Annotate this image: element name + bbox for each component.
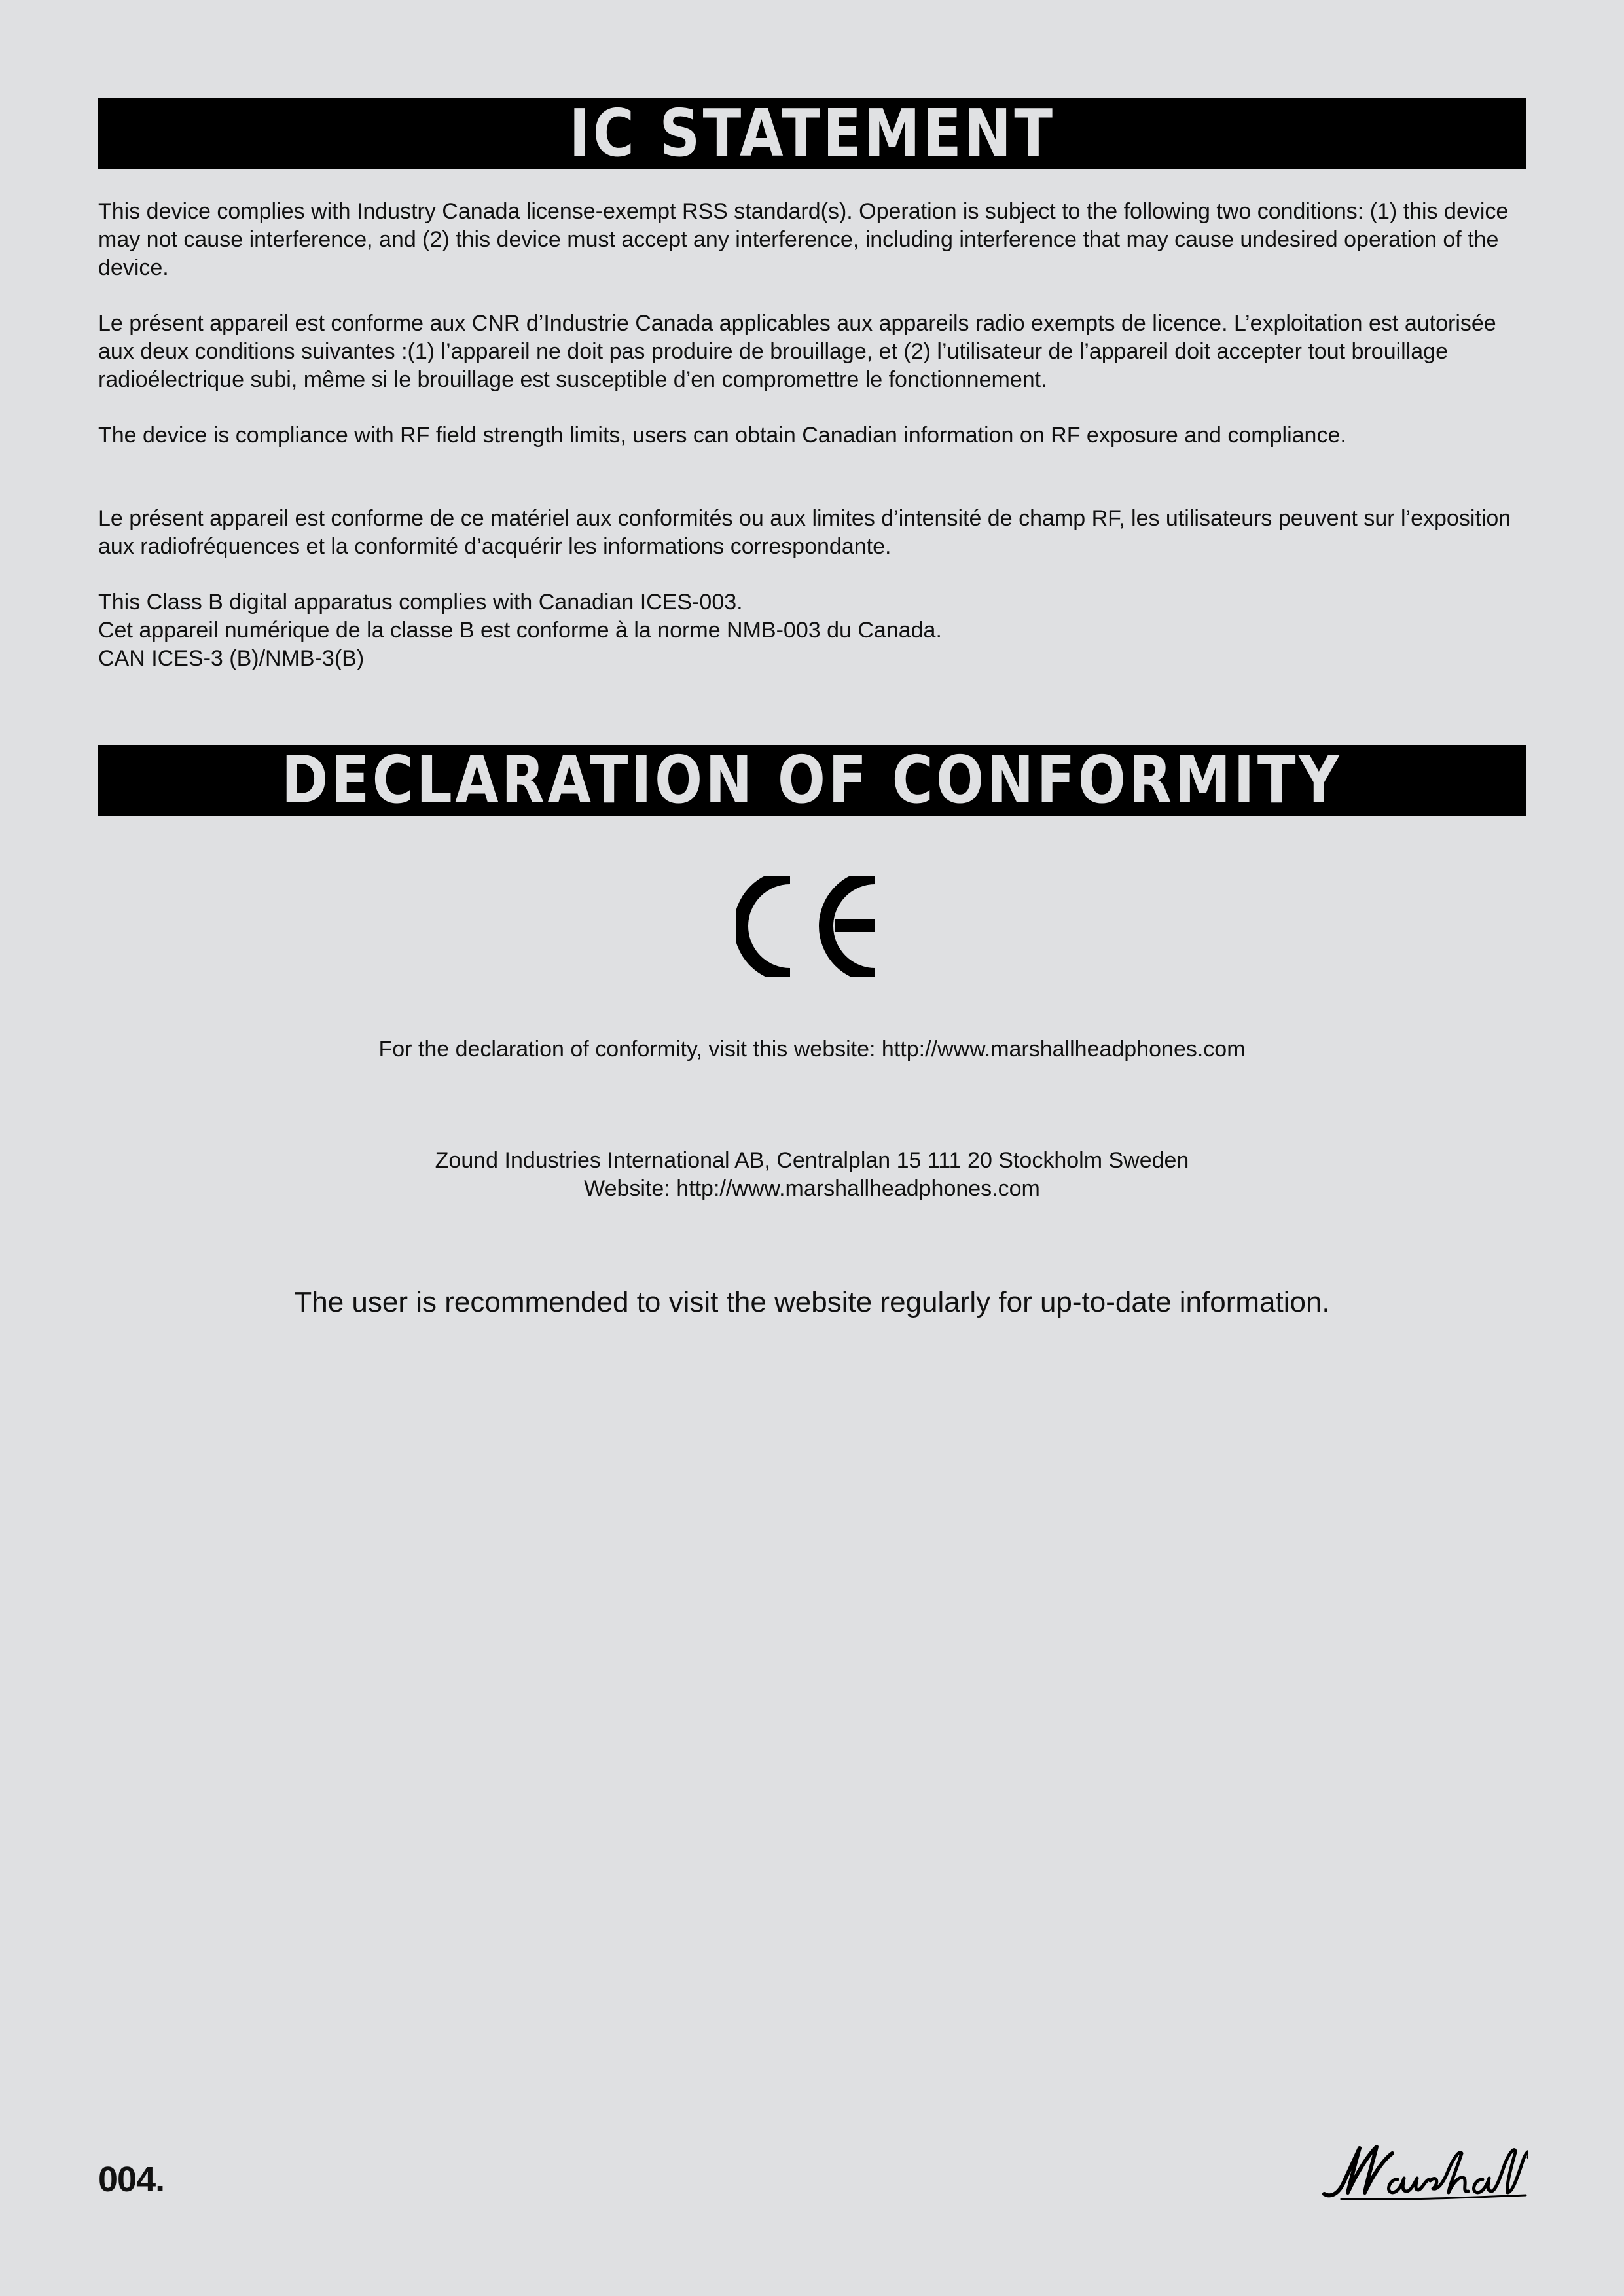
company-address: Zound Industries International AB, Centralplan 15 111 20 Stockholm Sweden bbox=[435, 1148, 1189, 1173]
ic-class-b-statement bbox=[98, 588, 1526, 673]
declaration-heading bbox=[98, 745, 1526, 816]
ic-class-b-line-english: This Class B digital apparatus complies with Canadian ICES-003. bbox=[98, 590, 743, 615]
ic-statement-body bbox=[98, 198, 1526, 673]
ic-paragraph-french-conditions: Le présent appareil est conforme aux CNR d’Industrie Canada applicables aux appareils radio exempts de licence. L’exploitation est autorisée aux deux conditions suivantes :(1) l’appareil ne doit pas produire de brouillage, et (2) l’utilisateur de l’appareil doit accepter tout brouillage radioélectrique subi, même si le brouillage est susceptible d’en compromettre le fonctionnement. bbox=[98, 311, 1496, 392]
ic-statement-heading bbox=[98, 98, 1526, 169]
ic-statement-title: IC STATEMENT bbox=[569, 98, 1055, 169]
ic-class-b-line-french: Cet appareil numérique de la classe B est conforme à la norme NMB-003 du Canada. bbox=[98, 618, 942, 643]
ic-paragraph-french-rf: Le présent appareil est conforme de ce matériel aux conformités ou aux limites d’intensité de champ RF, les utilisateurs peuvent sur l’exposition aux radiofréquences et la conformité d’acquérir les informations correspondante. bbox=[98, 506, 1511, 559]
update-recommendation: The user is recommended to visit the website regularly for up-to-date information. bbox=[294, 1286, 1330, 1318]
declaration-website-line: For the declaration of conformity, visit this website: http://www.marshallheadphones.com bbox=[378, 1037, 1246, 1062]
declaration-title: DECLARATION OF CONFORMITY bbox=[281, 745, 1343, 816]
company-website: Website: http://www.marshallheadphones.com bbox=[584, 1176, 1040, 1201]
ic-paragraph-english-rf: The device is compliance with RF field strength limits, users can obtain Canadian information on RF exposure and compliance. bbox=[98, 423, 1346, 448]
ic-paragraph-english-conditions: This device complies with Industry Canada license-exempt RSS standard(s). Operation is subject to the following two conditions: (1) this device may not cause interference, and (2) this device must accept any interference, including interference that may cause undesired operation of the device. bbox=[98, 199, 1509, 280]
page-number: 004. bbox=[98, 2160, 165, 2199]
page-content bbox=[98, 98, 1526, 816]
marshall-logo-icon bbox=[1319, 2140, 1528, 2206]
ic-class-b-line-code: CAN ICES-3 (B)/NMB-3(B) bbox=[98, 646, 365, 671]
ce-mark-icon bbox=[736, 876, 877, 977]
